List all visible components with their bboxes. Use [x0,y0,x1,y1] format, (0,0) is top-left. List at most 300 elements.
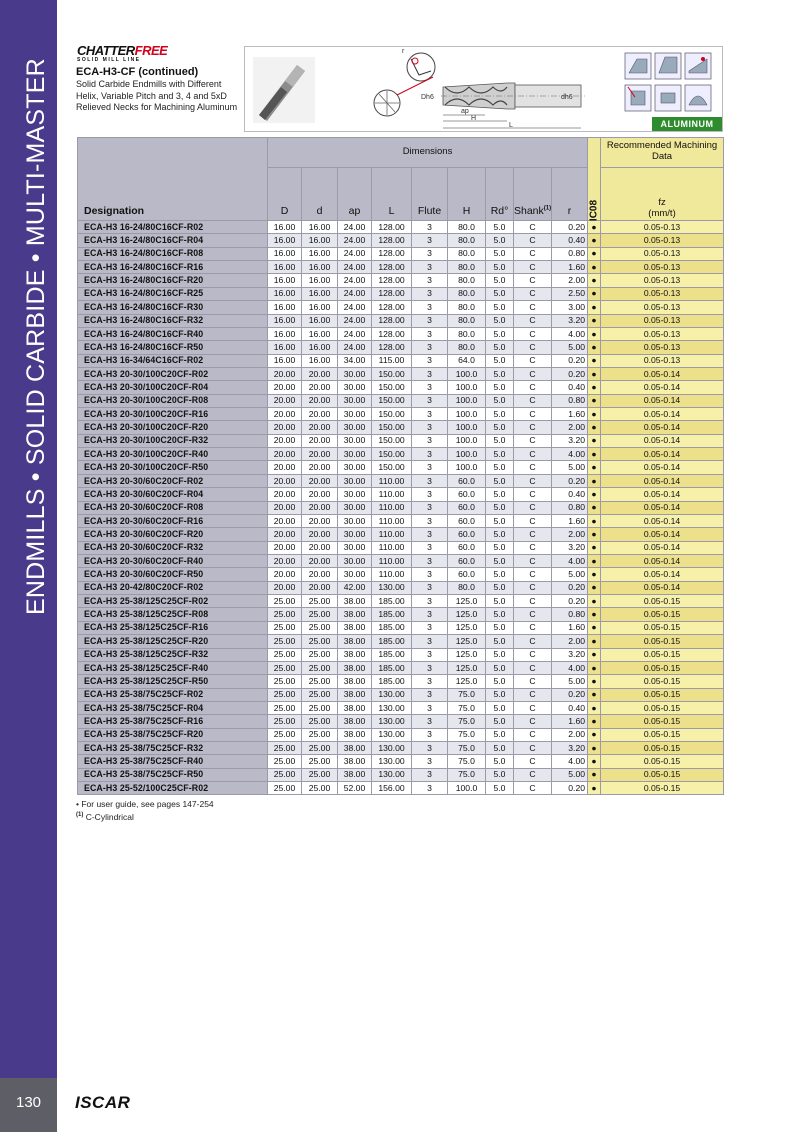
table-row [78,247,724,260]
cell-designation: ECA-H3 16-24/80C16CF-R04 [78,234,268,247]
cell-rd: 5.0 [486,635,514,648]
page-number: 130 [15,1094,42,1111]
cell-d: 25.00 [302,742,338,755]
cell-H: 75.0 [448,688,486,701]
cell-H: 125.0 [448,675,486,688]
cell-grade: ● [588,595,601,608]
cell-designation: ECA-H3 16-24/80C16CF-R16 [78,261,268,274]
cell-flute: 3 [412,314,448,327]
cell-fz: 0.05-0.15 [601,635,724,648]
table-row [78,541,724,554]
cell-L: 110.00 [372,541,412,554]
cell-designation: ECA-H3 25-38/75C25CF-R50 [78,768,268,781]
cell-d: 25.00 [302,608,338,621]
cell-ap: 38.00 [338,755,372,768]
cell-grade: ● [588,715,601,728]
cell-designation: ECA-H3 25-38/125C25CF-R16 [78,621,268,634]
cell-r: 5.00 [552,341,588,354]
cell-r: 2.00 [552,635,588,648]
ramping-icon [685,53,711,79]
cell-ap: 38.00 [338,661,372,674]
cell-flute: 3 [412,701,448,714]
cell-grade: ● [588,742,601,755]
cell-D: 20.00 [268,514,302,527]
cell-fz: 0.05-0.15 [601,608,724,621]
cell-rd: 5.0 [486,728,514,741]
cell-d: 25.00 [302,595,338,608]
cell-D: 20.00 [268,541,302,554]
cell-rd: 5.0 [486,675,514,688]
cell-D: 25.00 [268,675,302,688]
cell-rd: 5.0 [486,514,514,527]
cell-shank: C [514,675,552,688]
cell-rd: 5.0 [486,648,514,661]
cell-rd: 5.0 [486,528,514,541]
cell-grade: ● [588,514,601,527]
cell-rd: 5.0 [486,261,514,274]
cell-fz: 0.05-0.14 [601,367,724,380]
cell-d: 16.00 [302,301,338,314]
cell-shank: C [514,595,552,608]
cell-shank: C [514,688,552,701]
cell-H: 100.0 [448,434,486,447]
cell-r: 1.60 [552,261,588,274]
table-row [78,354,724,367]
cell-flute: 3 [412,341,448,354]
cell-L: 110.00 [372,474,412,487]
cell-ap: 38.00 [338,608,372,621]
cell-H: 80.0 [448,581,486,594]
cell-H: 125.0 [448,648,486,661]
cell-fz: 0.05-0.15 [601,661,724,674]
cell-shank: C [514,261,552,274]
cell-fz: 0.05-0.15 [601,715,724,728]
cell-designation: ECA-H3 20-30/100C20CF-R02 [78,367,268,380]
cell-D: 25.00 [268,688,302,701]
table-row [78,728,724,741]
cell-flute: 3 [412,234,448,247]
cell-designation: ECA-H3 20-30/60C20CF-R32 [78,541,268,554]
cell-H: 60.0 [448,501,486,514]
cell-ap: 38.00 [338,648,372,661]
cell-grade: ● [588,528,601,541]
cell-L: 185.00 [372,621,412,634]
cell-r: 2.50 [552,287,588,300]
cell-rd: 5.0 [486,421,514,434]
cell-shank: C [514,327,552,340]
cell-D: 16.00 [268,354,302,367]
cell-L: 128.00 [372,341,412,354]
col-shank-label: Shank [514,205,544,217]
cell-flute: 3 [412,608,448,621]
cell-rd: 5.0 [486,474,514,487]
cell-rd: 5.0 [486,661,514,674]
cell-ap: 38.00 [338,621,372,634]
cell-shank: C [514,768,552,781]
cell-r: 1.60 [552,621,588,634]
cell-ap: 38.00 [338,728,372,741]
tool-photo-icon [253,57,315,123]
table-row [78,581,724,594]
cell-designation: ECA-H3 20-30/100C20CF-R04 [78,381,268,394]
cell-grade: ● [588,394,601,407]
cell-ap: 38.00 [338,688,372,701]
cell-grade: ● [588,701,601,714]
cell-d: 20.00 [302,434,338,447]
cell-grade: ● [588,261,601,274]
aluminum-badge: ALUMINUM [652,117,722,131]
cell-fz: 0.05-0.14 [601,381,724,394]
cell-L: 150.00 [372,408,412,421]
cell-H: 75.0 [448,755,486,768]
cell-r: 0.80 [552,247,588,260]
cell-fz: 0.05-0.13 [601,247,724,260]
cell-D: 16.00 [268,314,302,327]
cell-designation: ECA-H3 20-30/100C20CF-R50 [78,461,268,474]
table-row [78,274,724,287]
cell-flute: 3 [412,434,448,447]
cell-D: 20.00 [268,581,302,594]
cell-flute: 3 [412,554,448,567]
cell-D: 20.00 [268,554,302,567]
cell-ap: 30.00 [338,461,372,474]
cell-designation: ECA-H3 25-38/125C25CF-R08 [78,608,268,621]
cell-ap: 30.00 [338,488,372,501]
logo-subtitle: SOLID MILL LINE [77,57,141,63]
cell-grade: ● [588,501,601,514]
cell-H: 60.0 [448,488,486,501]
cell-H: 100.0 [448,408,486,421]
table-row [78,688,724,701]
cell-ap: 24.00 [338,287,372,300]
table-row [78,782,724,795]
cell-L: 150.00 [372,434,412,447]
cell-H: 75.0 [448,715,486,728]
product-description: Solid Carbide Endmills with Different Helix, Variable Pitch and 3, 4 and 5xD Relieved Necks for Machining Aluminum [76,79,238,112]
cell-fz: 0.05-0.13 [601,341,724,354]
cell-fz: 0.05-0.14 [601,434,724,447]
diagram-label-L: L [509,122,513,129]
table-row [78,261,724,274]
cell-rd: 5.0 [486,488,514,501]
cell-H: 100.0 [448,394,486,407]
cell-designation: ECA-H3 20-30/100C20CF-R16 [78,408,268,421]
cell-H: 80.0 [448,341,486,354]
cell-shank: C [514,394,552,407]
cell-fz: 0.05-0.14 [601,541,724,554]
cell-grade: ● [588,408,601,421]
cell-grade: ● [588,648,601,661]
cell-shank: C [514,287,552,300]
cell-D: 20.00 [268,448,302,461]
cell-grade: ● [588,314,601,327]
cell-fz: 0.05-0.15 [601,688,724,701]
cell-ap: 42.00 [338,581,372,594]
cell-r: 3.20 [552,742,588,755]
cell-rd: 5.0 [486,768,514,781]
cell-r: 3.00 [552,301,588,314]
table-row [78,768,724,781]
cell-designation: ECA-H3 25-38/75C25CF-R04 [78,701,268,714]
cell-r: 0.20 [552,581,588,594]
cell-d: 20.00 [302,448,338,461]
cell-D: 20.00 [268,528,302,541]
cell-shank: C [514,381,552,394]
cell-rd: 5.0 [486,221,514,234]
cell-ap: 24.00 [338,234,372,247]
cell-rd: 5.0 [486,314,514,327]
cell-rd: 5.0 [486,247,514,260]
cell-rd: 5.0 [486,715,514,728]
table-row [78,221,724,234]
cell-D: 20.00 [268,501,302,514]
cell-shank: C [514,514,552,527]
cell-shank: C [514,621,552,634]
cell-L: 185.00 [372,675,412,688]
cell-ap: 24.00 [338,341,372,354]
cell-r: 2.00 [552,274,588,287]
cell-grade: ● [588,635,601,648]
cell-ap: 34.00 [338,354,372,367]
cell-D: 16.00 [268,327,302,340]
cell-shank: C [514,701,552,714]
cell-ap: 30.00 [338,474,372,487]
col-L: L [372,168,412,221]
table-row [78,408,724,421]
cell-d: 20.00 [302,488,338,501]
cell-shank: C [514,782,552,795]
cell-d: 16.00 [302,287,338,300]
cell-H: 60.0 [448,568,486,581]
cell-designation: ECA-H3 25-38/75C25CF-R02 [78,688,268,701]
cell-D: 16.00 [268,247,302,260]
cell-fz: 0.05-0.15 [601,621,724,634]
cell-d: 20.00 [302,461,338,474]
cell-ap: 30.00 [338,434,372,447]
cell-designation: ECA-H3 16-24/80C16CF-R40 [78,327,268,340]
cell-r: 0.80 [552,501,588,514]
cell-grade: ● [588,274,601,287]
cell-fz: 0.05-0.15 [601,782,724,795]
cell-designation: ECA-H3 25-38/125C25CF-R20 [78,635,268,648]
cell-r: 1.60 [552,408,588,421]
cell-shank: C [514,661,552,674]
cell-designation: ECA-H3 16-24/80C16CF-R32 [78,314,268,327]
cell-r: 5.00 [552,461,588,474]
cell-H: 125.0 [448,608,486,621]
cell-rd: 5.0 [486,501,514,514]
cell-H: 80.0 [448,274,486,287]
cell-shank: C [514,234,552,247]
cell-H: 100.0 [448,448,486,461]
cell-d: 20.00 [302,394,338,407]
col-r: r [552,168,588,221]
cell-flute: 3 [412,621,448,634]
cell-grade: ● [588,608,601,621]
cell-ap: 30.00 [338,514,372,527]
cell-d: 25.00 [302,621,338,634]
cell-flute: 3 [412,688,448,701]
cell-flute: 3 [412,635,448,648]
cell-d: 16.00 [302,314,338,327]
cell-r: 0.40 [552,381,588,394]
cell-L: 128.00 [372,221,412,234]
table-row [78,327,724,340]
recommended-header: Recommended Machining Data [601,138,724,168]
cell-designation: ECA-H3 25-38/125C25CF-R50 [78,675,268,688]
cell-fz: 0.05-0.14 [601,501,724,514]
cell-ap: 38.00 [338,595,372,608]
cell-rd: 5.0 [486,608,514,621]
cell-flute: 3 [412,408,448,421]
cell-fz: 0.05-0.14 [601,394,724,407]
sidebar-title: ENDMILLS • SOLID CARBIDE • MULTI-MASTER [22,58,50,615]
cell-shank: C [514,635,552,648]
cell-shank: C [514,715,552,728]
footnote-user-guide: • For user guide, see pages 147-254 [76,799,214,809]
cell-shank: C [514,354,552,367]
cell-flute: 3 [412,488,448,501]
cell-r: 0.20 [552,354,588,367]
cell-grade: ● [588,434,601,447]
cell-shank: C [514,434,552,447]
cell-D: 20.00 [268,461,302,474]
cell-fz: 0.05-0.15 [601,728,724,741]
pocketing-icon [655,85,681,111]
cell-H: 80.0 [448,221,486,234]
cell-grade: ● [588,688,601,701]
cell-grade: ● [588,541,601,554]
cell-r: 4.00 [552,554,588,567]
table-row [78,755,724,768]
col-shank [514,168,552,221]
diagram-label-Dh6: Dh6 [421,94,434,101]
cell-fz: 0.05-0.14 [601,488,724,501]
cell-rd: 5.0 [486,595,514,608]
cell-designation: ECA-H3 20-30/100C20CF-R32 [78,434,268,447]
cell-rd: 5.0 [486,688,514,701]
table-row [78,448,724,461]
cell-flute: 3 [412,287,448,300]
cell-D: 16.00 [268,287,302,300]
cell-rd: 5.0 [486,287,514,300]
cell-shank: C [514,474,552,487]
cell-r: 0.20 [552,595,588,608]
cell-fz: 0.05-0.13 [601,221,724,234]
cell-D: 20.00 [268,568,302,581]
cell-r: 0.40 [552,488,588,501]
cell-shank: C [514,367,552,380]
cell-shank: C [514,728,552,741]
cell-d: 20.00 [302,501,338,514]
cell-H: 60.0 [448,554,486,567]
cell-flute: 3 [412,648,448,661]
cell-D: 20.00 [268,474,302,487]
cell-H: 60.0 [448,541,486,554]
cell-rd: 5.0 [486,234,514,247]
cell-ap: 30.00 [338,568,372,581]
col-fz-unit: (mm/t) [648,208,676,219]
cell-L: 150.00 [372,367,412,380]
cell-d: 25.00 [302,728,338,741]
cell-H: 80.0 [448,287,486,300]
cell-L: 115.00 [372,354,412,367]
cell-designation: ECA-H3 25-52/100C25CF-R02 [78,782,268,795]
cell-ap: 30.00 [338,448,372,461]
cell-r: 0.20 [552,367,588,380]
cell-L: 130.00 [372,688,412,701]
table-row [78,488,724,501]
cell-grade: ● [588,381,601,394]
cell-H: 80.0 [448,247,486,260]
cell-flute: 3 [412,261,448,274]
cell-L: 110.00 [372,568,412,581]
cell-designation: ECA-H3 25-38/75C25CF-R32 [78,742,268,755]
cell-d: 20.00 [302,381,338,394]
cell-flute: 3 [412,782,448,795]
cell-rd: 5.0 [486,621,514,634]
col-fz-label: fz [658,197,666,208]
cell-shank: C [514,528,552,541]
application-icons [625,53,711,111]
cell-d: 16.00 [302,247,338,260]
cell-designation: ECA-H3 25-38/125C25CF-R02 [78,595,268,608]
diagram-label-H: H [471,115,477,122]
cell-D: 25.00 [268,701,302,714]
cell-grade: ● [588,728,601,741]
cell-grade: ● [588,474,601,487]
table-row [78,501,724,514]
cell-H: 80.0 [448,261,486,274]
table-row [78,595,724,608]
cell-d: 16.00 [302,221,338,234]
cell-D: 20.00 [268,408,302,421]
cell-d: 25.00 [302,661,338,674]
col-D: D [268,168,302,221]
cell-d: 16.00 [302,354,338,367]
cell-shank: C [514,341,552,354]
cell-r: 0.20 [552,688,588,701]
cell-shank: C [514,314,552,327]
cell-grade: ● [588,488,601,501]
cell-d: 25.00 [302,755,338,768]
cell-fz: 0.05-0.15 [601,595,724,608]
cell-H: 80.0 [448,327,486,340]
table-row [78,421,724,434]
cell-rd: 5.0 [486,367,514,380]
cell-flute: 3 [412,595,448,608]
cell-H: 80.0 [448,234,486,247]
cell-designation: ECA-H3 25-38/125C25CF-R32 [78,648,268,661]
cell-grade: ● [588,581,601,594]
cell-L: 150.00 [372,381,412,394]
cell-flute: 3 [412,448,448,461]
cell-designation: ECA-H3 20-30/60C20CF-R04 [78,488,268,501]
cell-r: 0.20 [552,221,588,234]
cell-rd: 5.0 [486,581,514,594]
product-title: ECA-H3-CF (continued) [76,66,199,78]
cell-rd: 5.0 [486,554,514,567]
table-row [78,474,724,487]
cell-D: 25.00 [268,755,302,768]
cell-d: 25.00 [302,688,338,701]
cell-L: 185.00 [372,635,412,648]
col-rd: Rd° [486,168,514,221]
cell-r: 3.20 [552,314,588,327]
cell-D: 25.00 [268,768,302,781]
cell-rd: 5.0 [486,448,514,461]
cell-designation: ECA-H3 16-24/80C16CF-R08 [78,247,268,260]
